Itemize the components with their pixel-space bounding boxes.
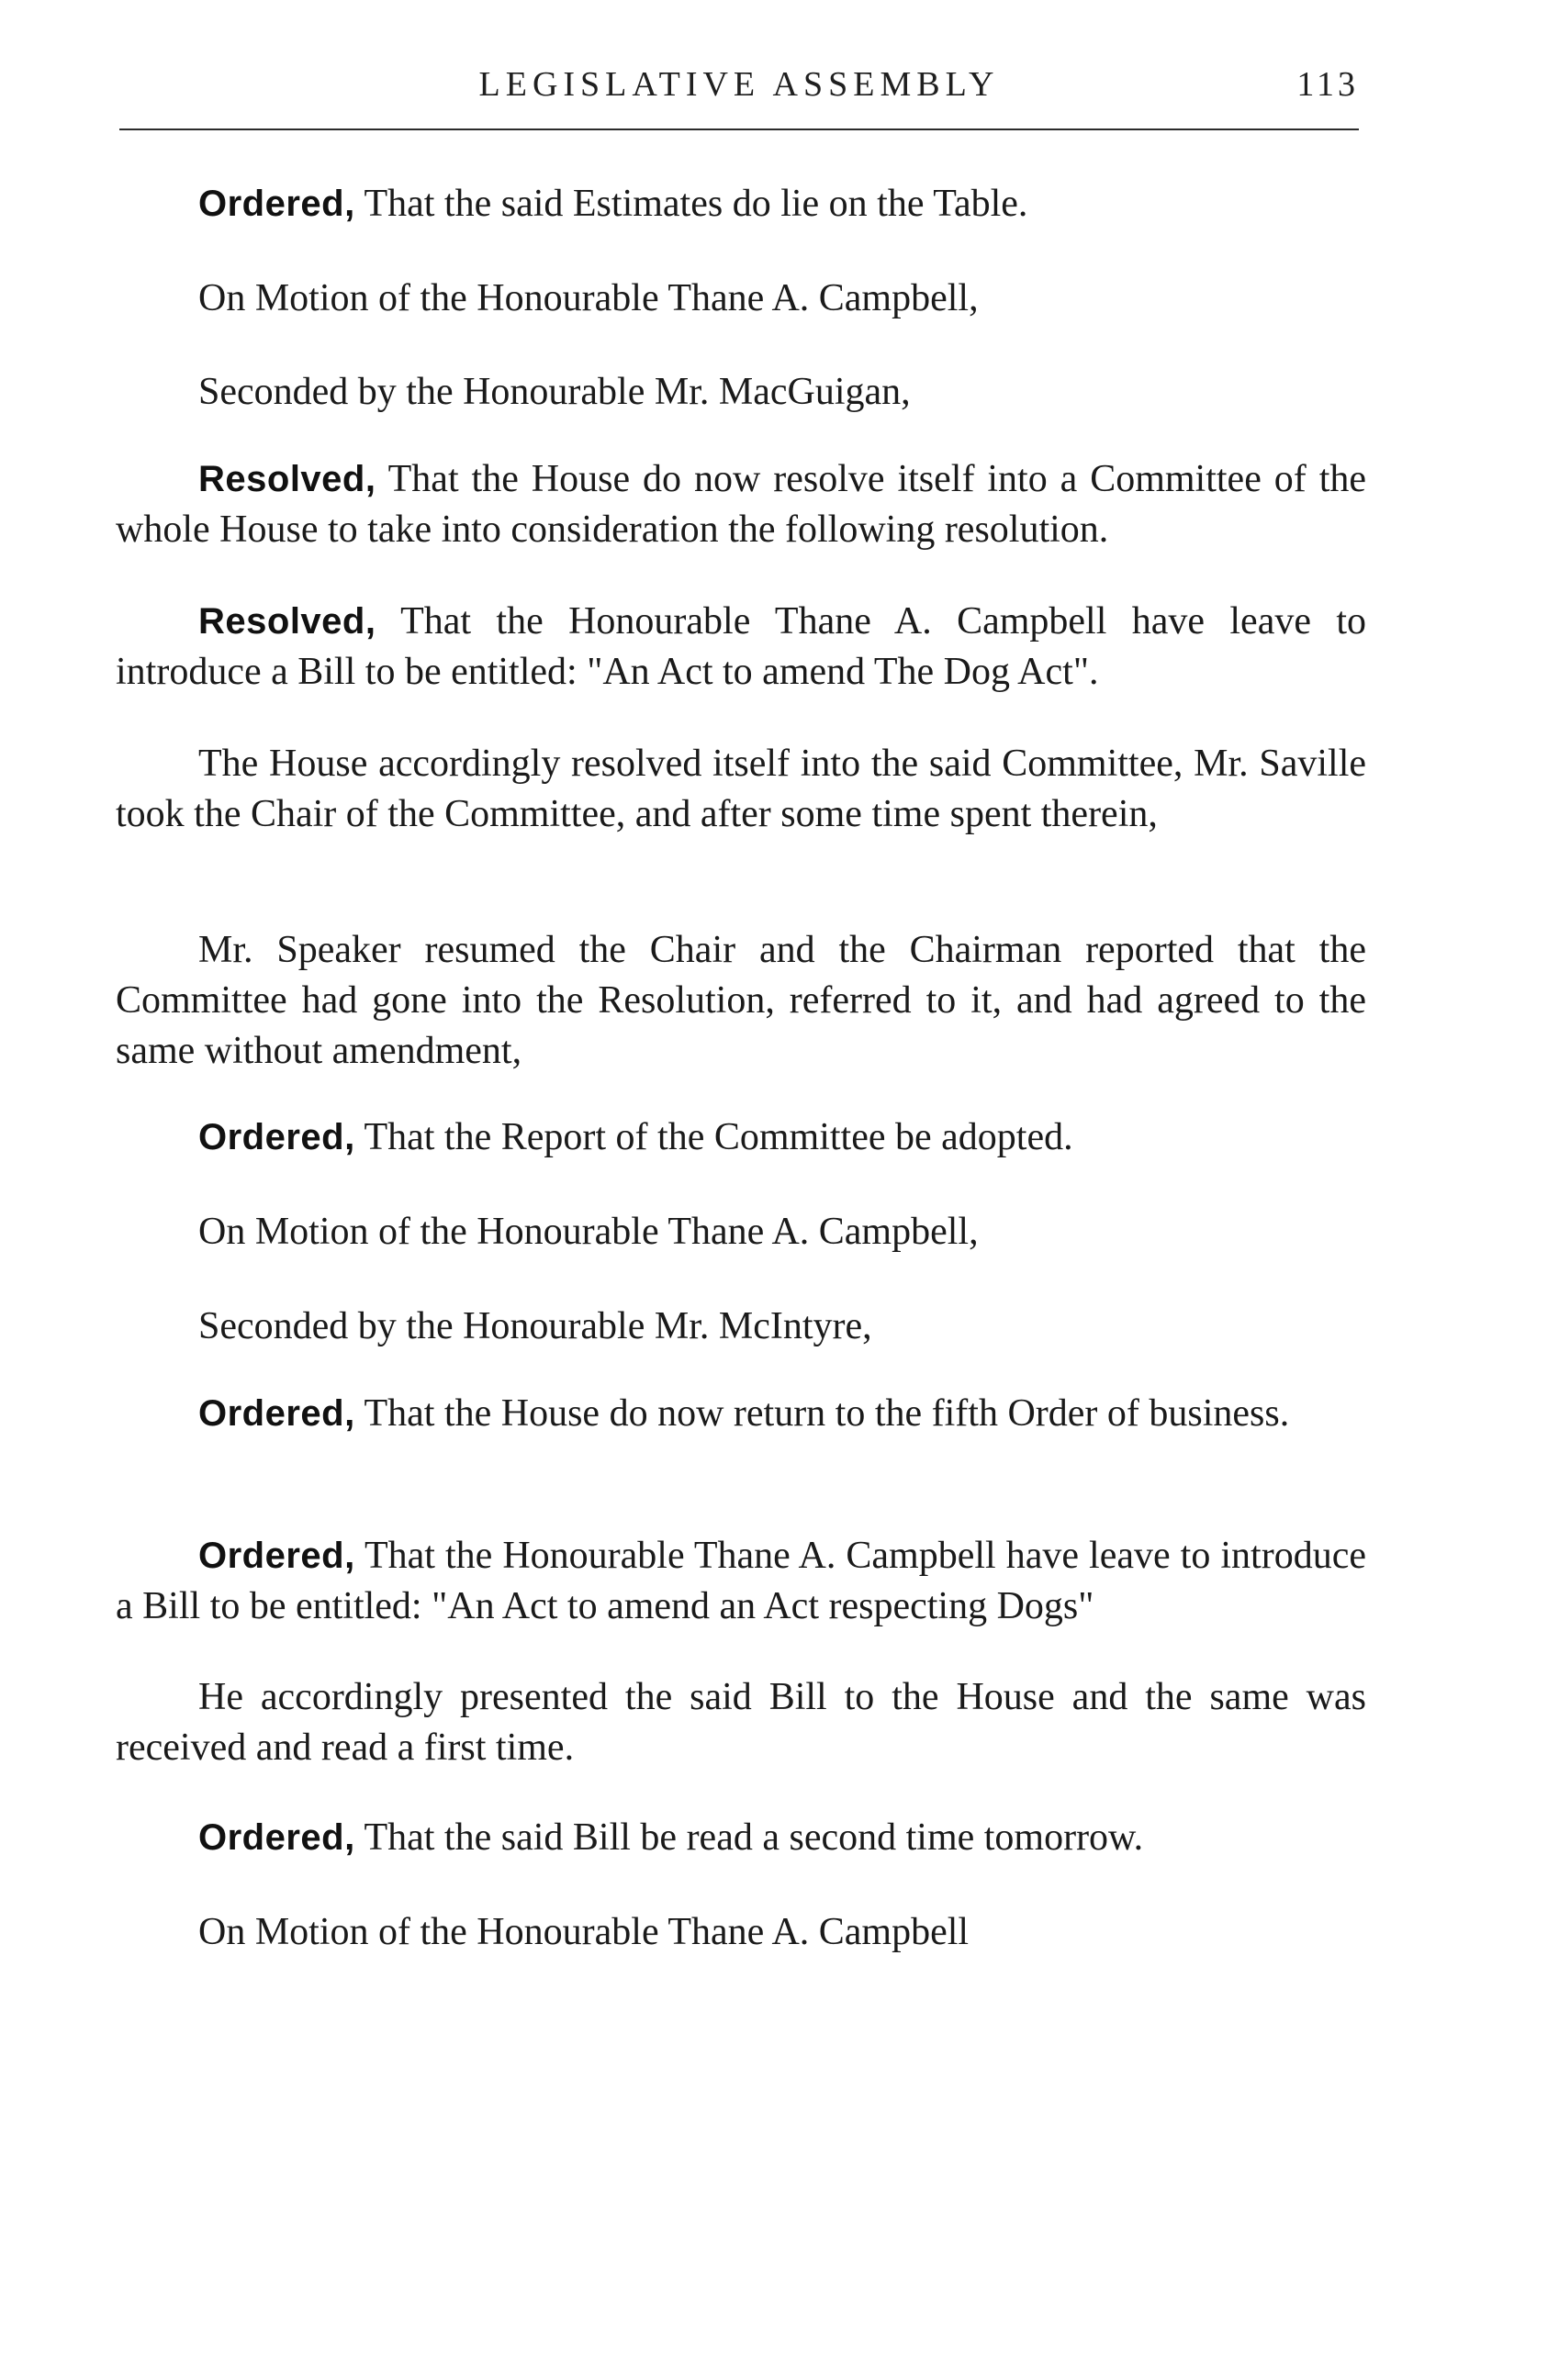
entry-text: That the said Estimates do lie on the Table. <box>364 183 1028 225</box>
entry-text: On Motion of the Honourable Thane A. Campbell, <box>198 277 979 319</box>
journal-entry <box>116 1813 1366 1863</box>
entry-text: On Motion of the Honourable Thane A. Campbell <box>198 1911 970 1953</box>
entry-text: On Motion of the Honourable Thane A. Campbell, <box>198 1211 979 1253</box>
journal-entry <box>116 179 1366 229</box>
journal-entry <box>116 1531 1366 1632</box>
entry-lead: Ordered, <box>198 1393 355 1434</box>
journal-entry <box>116 1112 1366 1163</box>
entry-text: That the said Bill be read a second time tomorrow. <box>364 1816 1144 1859</box>
entry-text: He accordingly presented the said Bill to the House and the same was received and read a first time. <box>116 1676 1366 1769</box>
journal-entry <box>116 739 1366 840</box>
entry-text: Seconded by the Honourable Mr. MacGuigan, <box>198 371 911 413</box>
entry-lead: Resolved, <box>198 601 376 642</box>
entry-text: That the Report of the Committee be adopted. <box>364 1116 1073 1158</box>
entry-text: That the Honourable Thane A. Campbell have leave to introduce a Bill to be entitled: "An Act to amend The Dog Act". <box>116 600 1367 693</box>
journal-entry <box>116 1302 1366 1352</box>
entry-text: Mr. Speaker resumed the Chair and the Chairman reported that the Committee had gone into the Resolution, referred to it, and had agreed to the same without amendment, <box>116 929 1366 1072</box>
journal-entry <box>116 597 1366 698</box>
entry-text: The House accordingly resolved itself into the said Committee, Mr. Saville took the Chair of the Committee, and after some time spent therein, <box>116 743 1366 835</box>
journal-entry <box>116 1672 1366 1773</box>
entry-lead: Ordered, <box>198 1536 355 1576</box>
entry-lead: Ordered, <box>198 184 355 224</box>
entry-text: That the House do now resolve itself into a Committee of the whole House to take into consideration the following resolution. <box>116 458 1367 551</box>
journal-entry <box>116 367 1366 418</box>
journal-entry <box>116 925 1366 1077</box>
entry-text: That the Honourable Thane A. Campbell have leave to introduce a Bill to be entitled: "An Act to amend an Act respecting Dogs" <box>116 1535 1366 1627</box>
entry-lead: Resolved, <box>198 459 376 499</box>
journal-entry <box>116 1907 1366 1958</box>
journal-entry <box>116 274 1366 324</box>
journal-entry <box>116 1207 1366 1257</box>
journal-entry <box>116 1389 1366 1439</box>
entry-lead: Ordered, <box>198 1817 355 1858</box>
page-number: 113 <box>1296 65 1359 104</box>
entry-lead: Ordered, <box>198 1117 355 1157</box>
entry-text: That the House do now return to the fifth Order of business. <box>364 1392 1290 1435</box>
running-title: LEGISLATIVE ASSEMBLY <box>478 65 1000 104</box>
entry-text: Seconded by the Honourable Mr. McIntyre, <box>198 1305 872 1347</box>
journal-entry <box>116 454 1366 555</box>
